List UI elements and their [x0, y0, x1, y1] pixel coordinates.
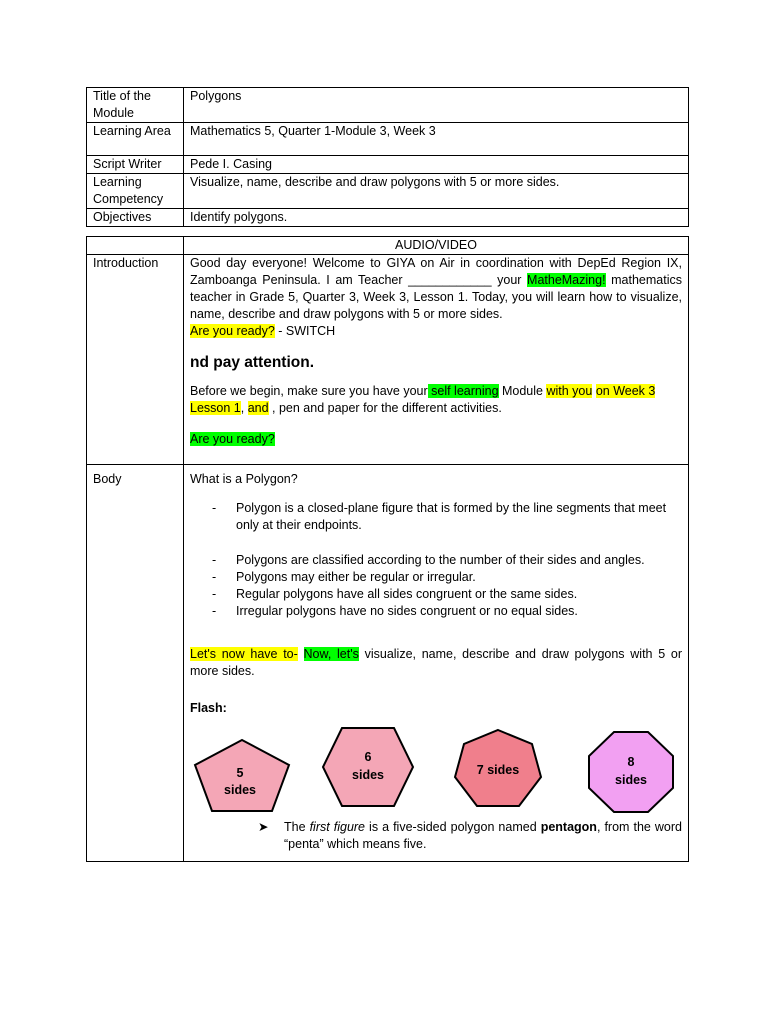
row-value: Pede I. Casing — [184, 156, 689, 174]
first-figure-emphasis: first figure — [309, 820, 366, 834]
first-text-end: , from the word “penta” which means five. — [284, 820, 682, 851]
classification-list — [190, 552, 682, 620]
ready-highlight: Are you ready? — [190, 324, 275, 338]
arrow-bullet-icon: ➤ — [258, 820, 269, 834]
heptagon-shape — [452, 727, 544, 809]
first-text: The — [284, 820, 310, 834]
ready-line-2 — [190, 431, 682, 448]
hexagon-label-1: 6 — [364, 750, 372, 764]
body-content — [184, 465, 689, 862]
spacer — [190, 417, 682, 431]
now-lets-highlight: Now, let's — [303, 647, 359, 661]
pentagon-label-1: 5 — [236, 766, 244, 780]
spacer — [190, 620, 682, 646]
introduction-row — [87, 255, 689, 465]
polygon-shapes — [190, 725, 682, 817]
pen-paper-text: , pen and paper for the different activities. — [268, 401, 502, 415]
spacer — [190, 680, 682, 700]
lets-text: visualize, name, describe and draw polygons with 5 or more sides. — [190, 647, 683, 678]
row-key: Script Writer — [87, 156, 184, 174]
pentagon-shape — [192, 737, 292, 815]
table-header-row — [87, 237, 689, 255]
octagon-label-2: sides — [615, 773, 647, 787]
row-value: Mathematics 5, Quarter 1-Module 3, Week 3 — [184, 123, 689, 156]
week-highlight: on Week 3 — [595, 384, 656, 398]
list-item: - Polygons are classified according to the number of their sides and angles. — [212, 552, 682, 569]
with-you-highlight: with you — [546, 384, 593, 398]
row-key: Learning Competency — [87, 174, 184, 209]
mathemazing-highlight: MatheMazing! — [527, 273, 606, 287]
introduction-label: Introduction — [87, 255, 184, 465]
body-label: Body — [87, 465, 184, 862]
table-row — [87, 156, 689, 174]
intro-paragraph — [190, 255, 682, 323]
ready-line — [190, 323, 682, 340]
table-row — [87, 209, 689, 227]
self-learning-highlight: self learning — [427, 384, 499, 398]
table-row — [87, 123, 689, 156]
module-info-table — [86, 87, 689, 227]
list-item: - Irregular polygons have no sides congruent or no equal sides. — [212, 603, 682, 620]
first-figure-item — [190, 819, 682, 853]
row-key: Objectives — [87, 209, 184, 227]
lets-now-highlight: Let's now have to- — [190, 647, 298, 661]
list-item: - Polygons may either be regular or irregular. — [212, 569, 682, 586]
lesson-highlight: Lesson 1 — [190, 401, 241, 415]
flash-label: Flash: — [190, 701, 227, 715]
table-row — [87, 88, 689, 123]
list-item: - Polygon is a closed-plane figure that is formed by the line segments that meet only at their endpoints. — [212, 500, 682, 534]
octagon-label-1: 8 — [627, 755, 635, 769]
row-key: Learning Area — [87, 123, 184, 156]
before-begin-paragraph — [190, 383, 682, 417]
list-item: - Regular polygons have all sides congruent or the same sides. — [212, 586, 682, 603]
heptagon-label: 7 sides — [476, 763, 520, 777]
pentagon-term: pentagon — [540, 820, 597, 834]
introduction-content — [184, 255, 689, 465]
octagon-shape — [586, 729, 676, 815]
ready-highlight-2: Are you ready? — [190, 432, 275, 446]
intro-text-cont: mathematics teacher in Grade 5, Quarter 3, Week 3, Lesson 1. Today, you will learn how to visualize, name, describe and draw polygons with 5 or more sides. — [190, 273, 682, 321]
hexagon-fill — [323, 728, 413, 806]
space — [298, 647, 304, 661]
script-table — [86, 236, 689, 862]
definition-list — [190, 500, 682, 534]
header-blank-cell — [87, 237, 184, 255]
octagon-fill — [589, 732, 673, 812]
intro-text: Good day everyone! Welcome to GIYA on Air in coordination with DepEd Region IX, Zamboanga Peninsula. I am Teacher ____________ your — [190, 256, 682, 287]
row-value: Polygons — [184, 88, 689, 123]
module-text: Module — [498, 384, 547, 398]
pentagon-label-2: sides — [224, 783, 256, 797]
body-row — [87, 465, 689, 862]
before-text: Before we begin, make sure you have your — [190, 384, 428, 398]
row-value: Identify polygons. — [184, 209, 689, 227]
switch-text: - SWITCH — [274, 324, 336, 338]
and-highlight: and — [247, 401, 269, 415]
table-row — [87, 174, 689, 209]
hexagon-shape — [320, 725, 416, 809]
audio-video-header: AUDIO/VIDEO — [184, 237, 689, 255]
lets-paragraph — [190, 646, 682, 680]
attention-text: nd pay attention. — [190, 354, 314, 371]
row-key: Title of the Module — [87, 88, 184, 123]
comma: , — [240, 401, 248, 415]
hexagon-label-2: sides — [352, 768, 384, 782]
row-value: Visualize, name, describe and draw polygons with 5 or more sides. — [184, 174, 689, 209]
polygon-question: What is a Polygon? — [190, 472, 298, 486]
first-text-cont: is a five-sided polygon named — [365, 820, 541, 834]
